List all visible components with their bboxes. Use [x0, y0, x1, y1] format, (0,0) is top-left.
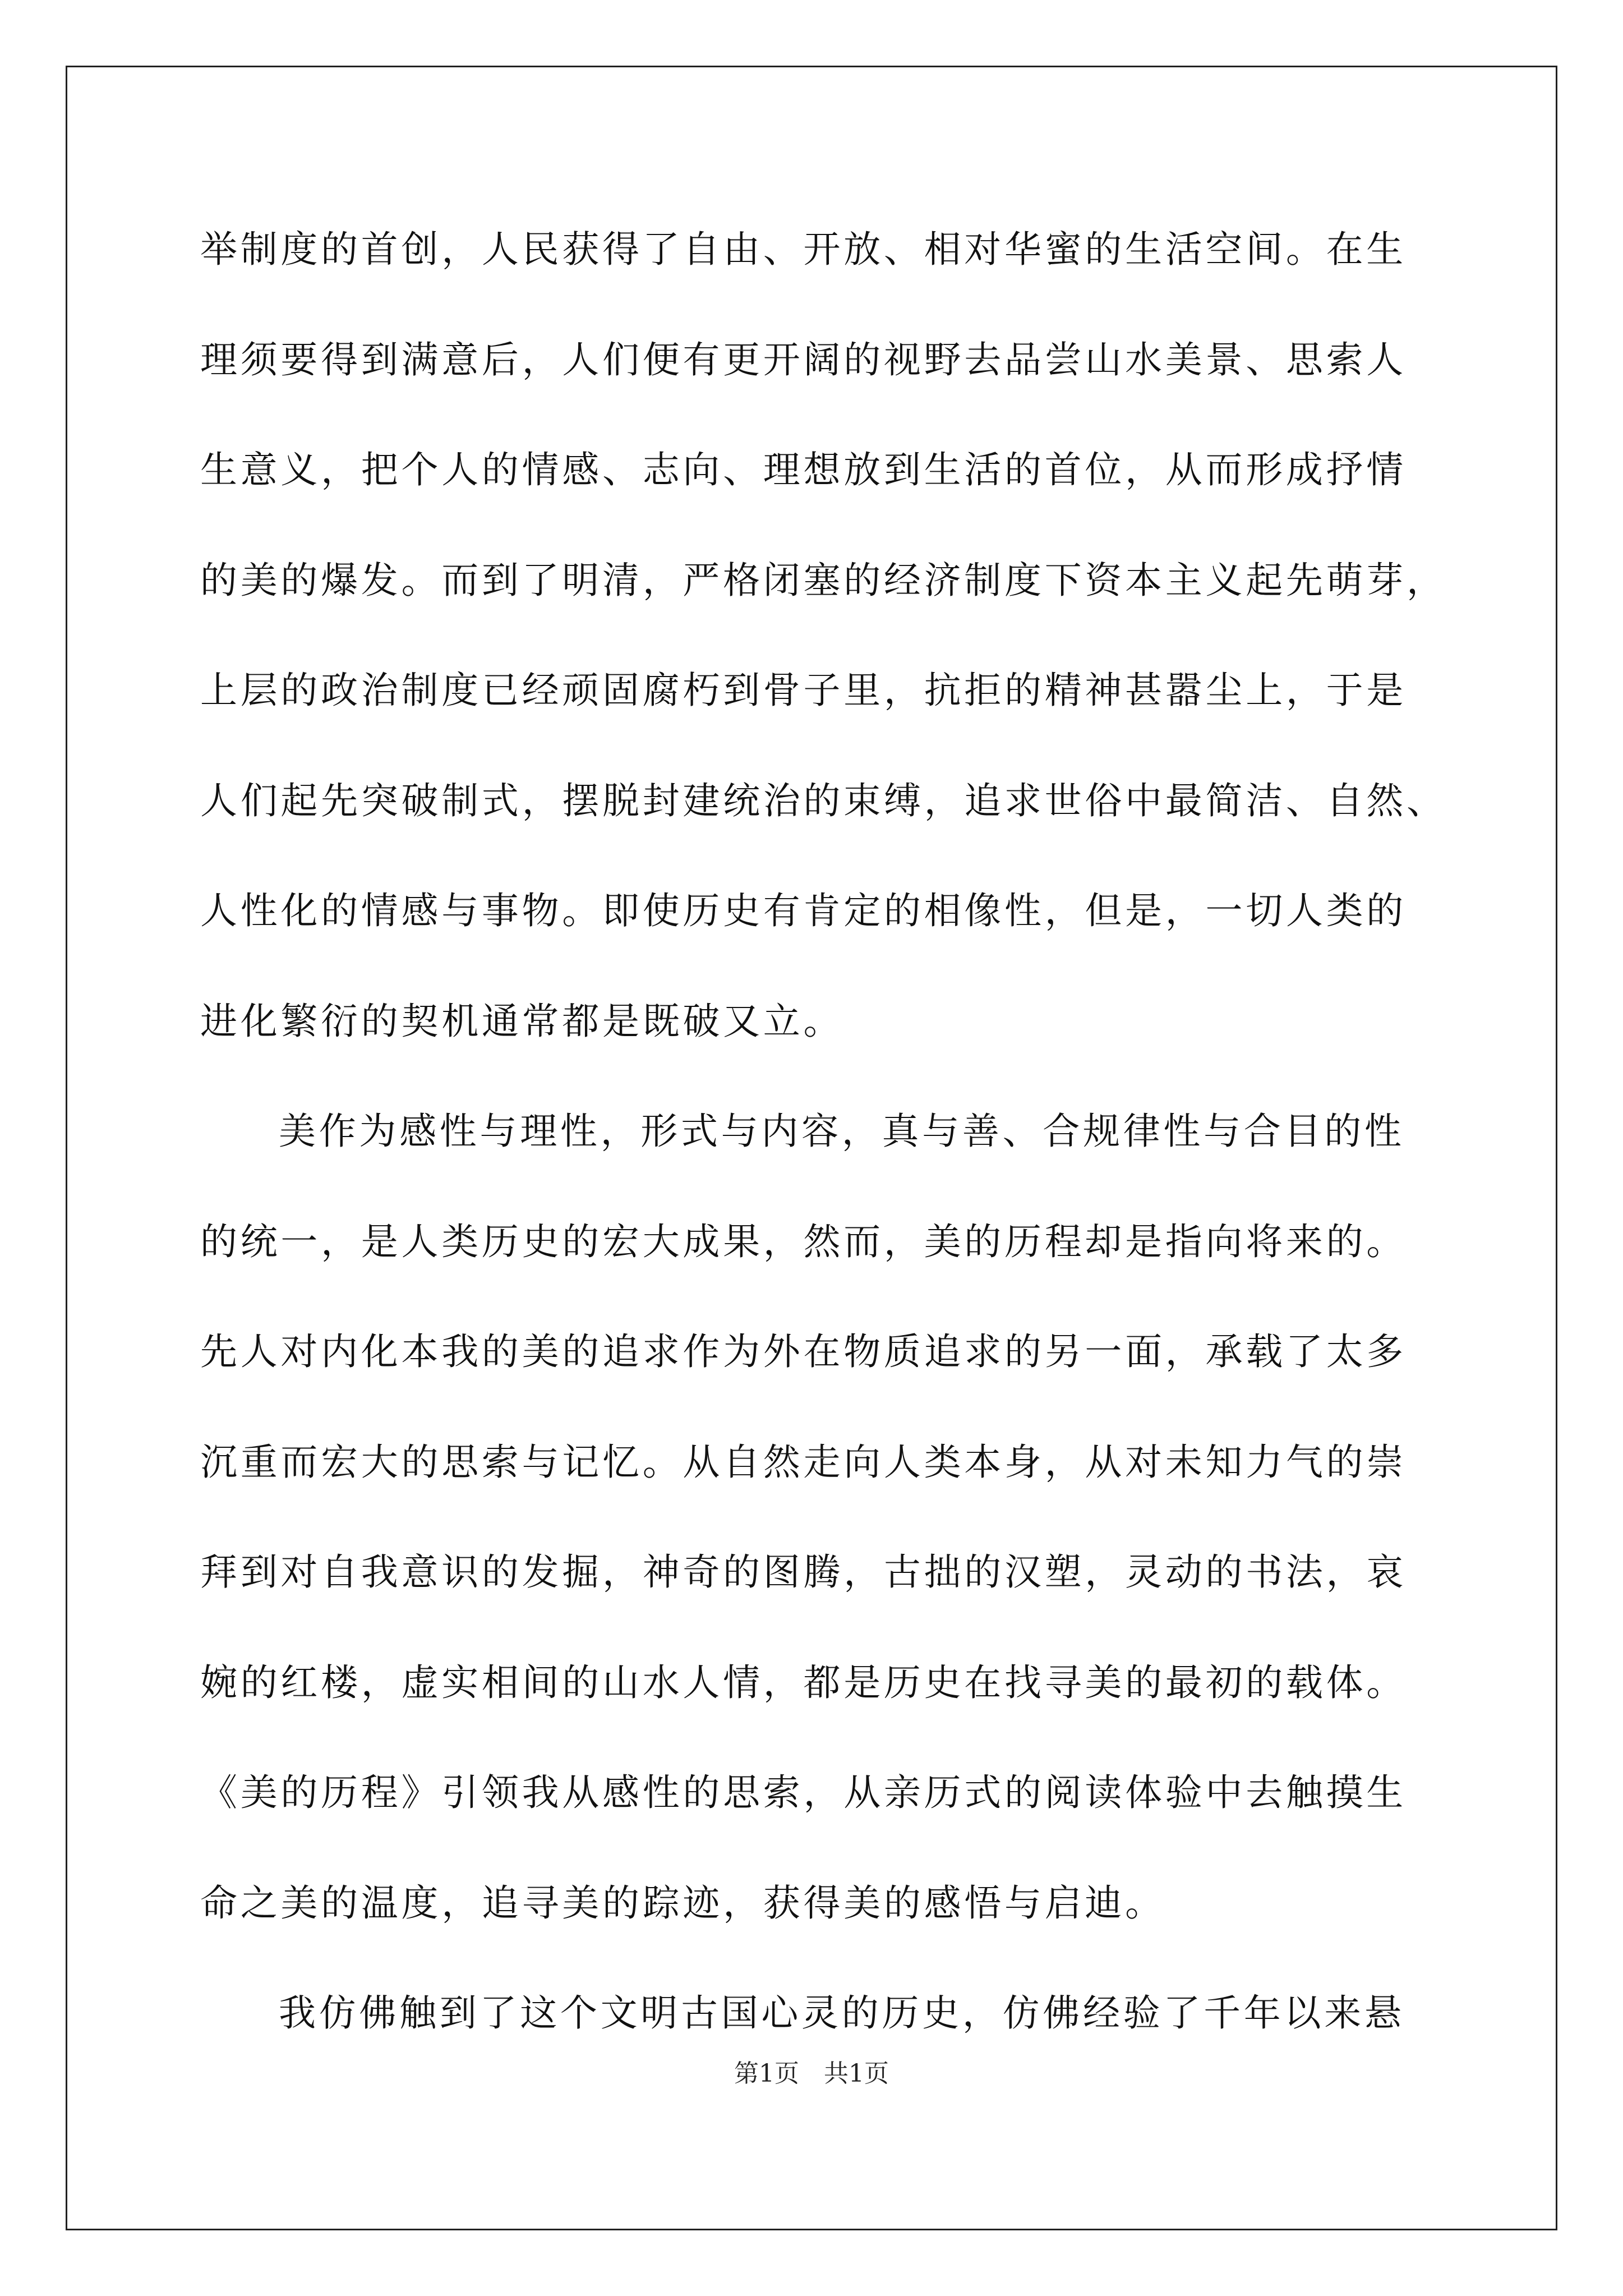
text-line: 先人对内化本我的美的追求作为外在物质追求的另一面，承载了太多 — [200, 1330, 1407, 1373]
text-line: 进化繁衍的契机通常都是既破又立。 — [200, 999, 844, 1043]
text-line: 命之美的温度，追寻美的踪迹，获得美的感悟与启迪。 — [200, 1881, 1165, 1925]
text-line: 举制度的首创，人民获得了自由、开放、相对华蜜的生活空间。在生 — [200, 228, 1407, 271]
page-footer: 第1页 共1页 — [734, 2059, 889, 2088]
text-line: 《美的历程》引领我从感性的思索，从亲历式的阅读体验中去触摸生 — [200, 1771, 1407, 1814]
text-line: 生意义，把个人的情感、志向、理想放到生活的首位，从而形成抒情 — [200, 448, 1407, 491]
text-line: 理须要得到满意后，人们便有更开阔的视野去品尝山水美景、思索人 — [200, 338, 1407, 381]
text-line: 人们起先突破制式，摆脱封建统治的束缚，追求世俗中最简洁、自然、 — [200, 779, 1447, 822]
document-body — [200, 216, 1447, 2090]
text-line: 婉的红楼，虚实相间的山水人情，都是历史在找寻美的最初的载体。 — [200, 1660, 1407, 1704]
text-line: 的统一，是人类历史的宏大成果，然而，美的历程却是指向将来的。 — [200, 1220, 1407, 1263]
paragraph-start-line: 美作为感性与理性，形式与内容，真与善、合规律性与合目的性 — [279, 1110, 1405, 1153]
text-line: 人性化的情感与事物。即使历史有肯定的相像性，但是，一切人类的 — [200, 889, 1407, 932]
text-line: 的美的爆发。而到了明清，严格闭塞的经济制度下资本主义起先萌芽， — [200, 558, 1447, 602]
text-line: 拜到对自我意识的发掘，神奇的图腾，古拙的汉塑，灵动的书法，哀 — [200, 1550, 1407, 1594]
text-line: 上层的政治制度已经顽固腐朽到骨子里，抗拒的精神甚嚣尘上，于是 — [200, 669, 1407, 712]
paragraph-start-line: 我仿佛触到了这个文明古国心灵的历史，仿佛经验了千年以来悬 — [279, 1991, 1405, 2035]
text-line: 沉重而宏大的思索与记忆。从自然走向人类本身，从对未知力气的崇 — [200, 1440, 1407, 1484]
